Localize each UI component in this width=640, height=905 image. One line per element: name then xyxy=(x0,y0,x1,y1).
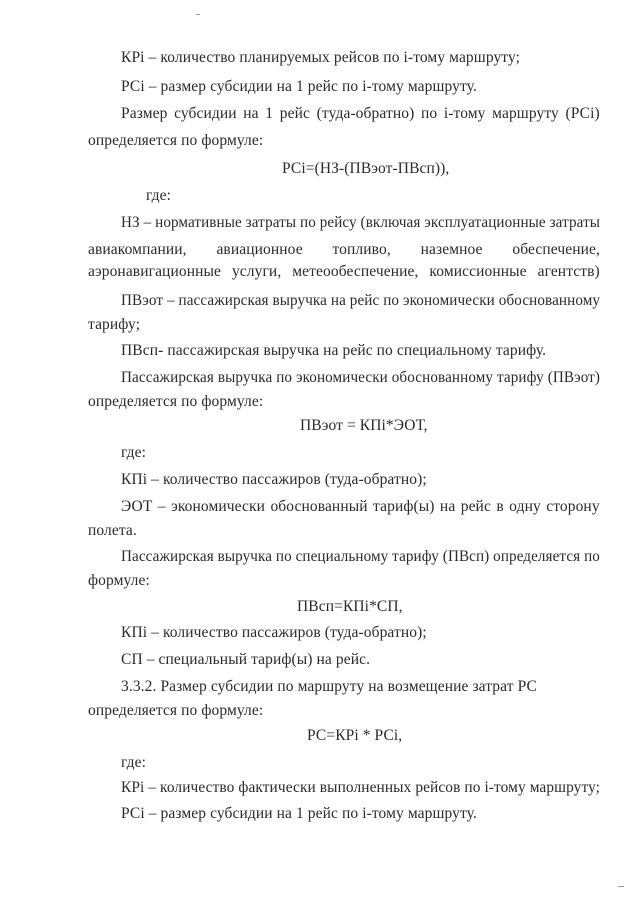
text-line: определяется по формуле: xyxy=(88,132,264,149)
formula: ПВсп=КПi*СП, xyxy=(297,598,403,615)
text-line: Пассажирская выручка по специальному тарифу (ПВсп) определяется по xyxy=(121,548,600,565)
text-line: где: xyxy=(121,444,147,461)
formula: ПВэот = КПi*ЭОТ, xyxy=(300,417,428,434)
text-line: где: xyxy=(121,754,147,771)
text-line: 3.3.2. Размер субсидии по маршруту на возмещение затрат РС xyxy=(121,678,537,695)
text-line: полета. xyxy=(88,522,137,539)
text-line: СП – специальный тариф(ы) на рейс. xyxy=(121,651,371,668)
scan-speck xyxy=(196,14,200,15)
text-line: Пассажирская выручка по экономически обоснованному тарифу (ПВэот) xyxy=(121,369,601,386)
word: наземное xyxy=(420,241,483,258)
text-line: КРi – количество планируемых рейсов по i-тому маршруту; xyxy=(121,49,521,66)
text-line: КРi – количество фактически выполненных рейсов по i-тому маршруту; xyxy=(121,779,601,796)
text-line: РСi – размер субсидии на 1 рейс по i-тому маршруту. xyxy=(121,78,477,95)
text-line: Размер субсидии на 1 рейс (туда-обратно) по i-тому маршруту (РСi) xyxy=(121,105,600,122)
text-line: ПВсп- пассажирская выручка на рейс по специальному тарифу. xyxy=(121,342,547,359)
formula: РС=КРi * РСi, xyxy=(307,727,403,744)
text-line: КПi – количество пассажиров (туда-обратно); xyxy=(121,624,427,641)
word: обеспечение, xyxy=(512,241,600,258)
text-line: ЭОТ – экономически обоснованный тариф(ы) на рейс в одну сторону xyxy=(121,498,600,515)
word: топливо, xyxy=(332,241,391,258)
text-line: КПi – количество пассажиров (туда-обратно); xyxy=(121,471,427,488)
text-line-justified xyxy=(88,240,600,260)
text-line: определяется по формуле: xyxy=(88,393,264,410)
text-line: аэронавигационные услуги, метеообеспечение, комиссионные агентств) xyxy=(88,263,600,280)
scan-speck xyxy=(618,886,624,887)
text-line: где: xyxy=(146,187,172,204)
text-line: определяется по формуле: xyxy=(88,702,264,719)
word: авиакомпании, xyxy=(88,241,187,258)
word: авиационное xyxy=(216,241,303,258)
text-line: НЗ – нормативные затраты по рейсу (включая эксплуатационные затраты xyxy=(121,214,601,231)
text-line: формуле: xyxy=(88,572,150,589)
text-line: РСi – размер субсидии на 1 рейс по i-тому маршруту. xyxy=(121,805,477,822)
text-line: тарифу; xyxy=(88,316,141,333)
formula: РСi=(НЗ-(ПВэот-ПВсп)), xyxy=(282,160,450,177)
text-line: ПВэот – пассажирская выручка на рейс по экономически обоснованному xyxy=(121,292,601,309)
